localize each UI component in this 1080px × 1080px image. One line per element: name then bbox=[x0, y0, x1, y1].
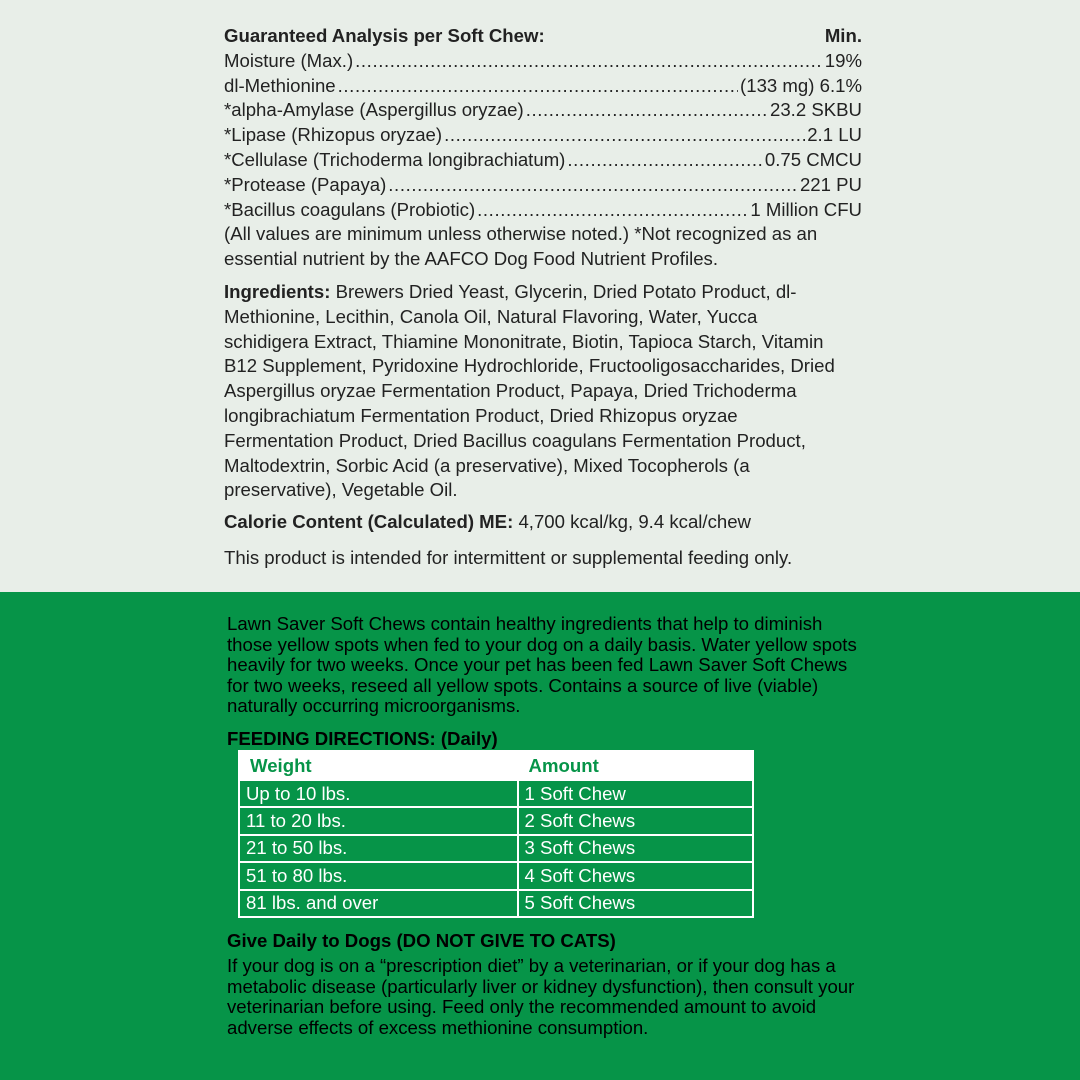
weight-cell: 21 to 50 lbs. bbox=[239, 835, 518, 862]
guaranteed-analysis-header bbox=[224, 24, 862, 49]
dot-leader bbox=[388, 173, 798, 198]
weight-header: Weight bbox=[239, 751, 518, 780]
min-label: Min. bbox=[824, 25, 862, 46]
amount-cell: 3 Soft Chews bbox=[518, 835, 753, 862]
analysis-value: 0.75 CMCU bbox=[764, 148, 862, 170]
weight-cell: 81 lbs. and over bbox=[239, 890, 518, 917]
weight-cell: 11 to 20 lbs. bbox=[239, 807, 518, 834]
analysis-value: (133 mg) 6.1% bbox=[740, 74, 862, 96]
calorie-text: 4,700 kcal/kg, 9.4 kcal/chew bbox=[518, 511, 751, 532]
warning-title: Give Daily to Dogs (DO NOT GIVE TO CATS) bbox=[227, 930, 616, 951]
intended-use-statement: This product is intended for intermittent or supplemental feeding only. bbox=[224, 547, 793, 568]
amount-cell: 5 Soft Chews bbox=[518, 890, 753, 917]
ingredients-statement bbox=[224, 280, 844, 503]
analysis-value: 1 Million CFU bbox=[750, 198, 862, 220]
weight-cell: 51 to 80 lbs. bbox=[239, 862, 518, 889]
warning-text: If your dog is on a “prescription diet” by a veterinarian, or if your dog has a metabolic disease (particularly liver or kidney dysfunction), then consult your veterinarian before using. Feed only the recommended amount to avoid adverse effects of excess methionine consumption. bbox=[227, 955, 855, 1038]
analysis-row bbox=[224, 173, 862, 198]
analysis-label: Moisture (Max.) bbox=[224, 49, 354, 71]
analysis-row bbox=[224, 148, 862, 173]
analysis-note: (All values are minimum unless otherwise noted.) *Not recognized as an essential nutrient by the AAFCO Dog Food Nutrient Profiles. bbox=[224, 223, 818, 270]
analysis-row bbox=[224, 74, 862, 99]
analysis-label: *Cellulase (Trichoderma longibrachiatum) bbox=[224, 148, 566, 170]
analysis-value: 23.2 SKBU bbox=[770, 99, 862, 121]
ingredients-label: Ingredients: bbox=[224, 281, 331, 302]
analysis-row bbox=[224, 123, 862, 148]
analysis-value: 19% bbox=[824, 49, 862, 71]
table-row bbox=[239, 780, 753, 807]
analysis-label: *Bacillus coagulans (Probiotic) bbox=[224, 198, 476, 220]
amount-header: Amount bbox=[518, 751, 753, 780]
dot-leader bbox=[338, 74, 738, 99]
feeding-table-header bbox=[239, 751, 753, 780]
analysis-row bbox=[224, 198, 862, 223]
analysis-label: *alpha-Amylase (Aspergillus oryzae) bbox=[224, 99, 524, 121]
table-row bbox=[239, 862, 753, 889]
guaranteed-analysis-heading: Guaranteed Analysis per Soft Chew: bbox=[224, 25, 545, 46]
amount-cell: 1 Soft Chew bbox=[518, 780, 753, 807]
table-row bbox=[239, 890, 753, 917]
weight-cell: Up to 10 lbs. bbox=[239, 780, 518, 807]
feeding-directions-title: FEEDING DIRECTIONS: (Daily) bbox=[227, 728, 498, 749]
product-description: Lawn Saver Soft Chews contain healthy ingredients that help to diminish those yellow spots when fed to your dog on a daily basis. Water yellow spots heavily for two weeks. Once your pet has been fed Lawn Saver Soft Chews for two weeks, reseed all yellow spots. Contains a source of live (viable) naturally occurring microorganisms. bbox=[227, 613, 857, 717]
dot-leader bbox=[526, 98, 768, 123]
analysis-value: 221 PU bbox=[799, 173, 862, 195]
analysis-label: dl-Methionine bbox=[224, 74, 336, 96]
analysis-row bbox=[224, 98, 862, 123]
dot-leader bbox=[355, 49, 823, 74]
feeding-table bbox=[238, 750, 754, 918]
dot-leader bbox=[444, 123, 805, 148]
analysis-row bbox=[224, 49, 862, 74]
analysis-label: *Protease (Papaya) bbox=[224, 173, 387, 195]
analysis-value: 2.1 LU bbox=[807, 124, 862, 146]
calorie-content bbox=[224, 510, 864, 535]
analysis-label: *Lipase (Rhizopus oryzae) bbox=[224, 124, 443, 146]
dot-leader bbox=[567, 148, 762, 173]
ingredients-text: Brewers Dried Yeast, Glycerin, Dried Potato Product, dl-Methionine, Lecithin, Canola Oil, Natural Flavoring, Water, Yucca schidigera Extract, Thiamine Mononitrate, Biotin, Tapioca Starch, Vitamin B12 Supplement, Pyridoxine Hydrochloride, Fructooligosaccharides, Dried Aspergillus oryzae Fermentation Product, Papaya, Dried Trichoderma longibrachiatum Fermentation Product, Dried Rhizopus oryzae Fermentation Product, Dried Bacillus coagulans Fermentation Product, Maltodextrin, Sorbic Acid (a preservative), Mixed Tocopherols (a preservative), Vegetable Oil. bbox=[224, 281, 835, 501]
dot-leader bbox=[477, 198, 748, 223]
amount-cell: 4 Soft Chews bbox=[518, 862, 753, 889]
calorie-label: Calorie Content (Calculated) ME: bbox=[224, 511, 514, 532]
guaranteed-analysis bbox=[224, 24, 862, 272]
table-row bbox=[239, 835, 753, 862]
table-row bbox=[239, 807, 753, 834]
amount-cell: 2 Soft Chews bbox=[518, 807, 753, 834]
